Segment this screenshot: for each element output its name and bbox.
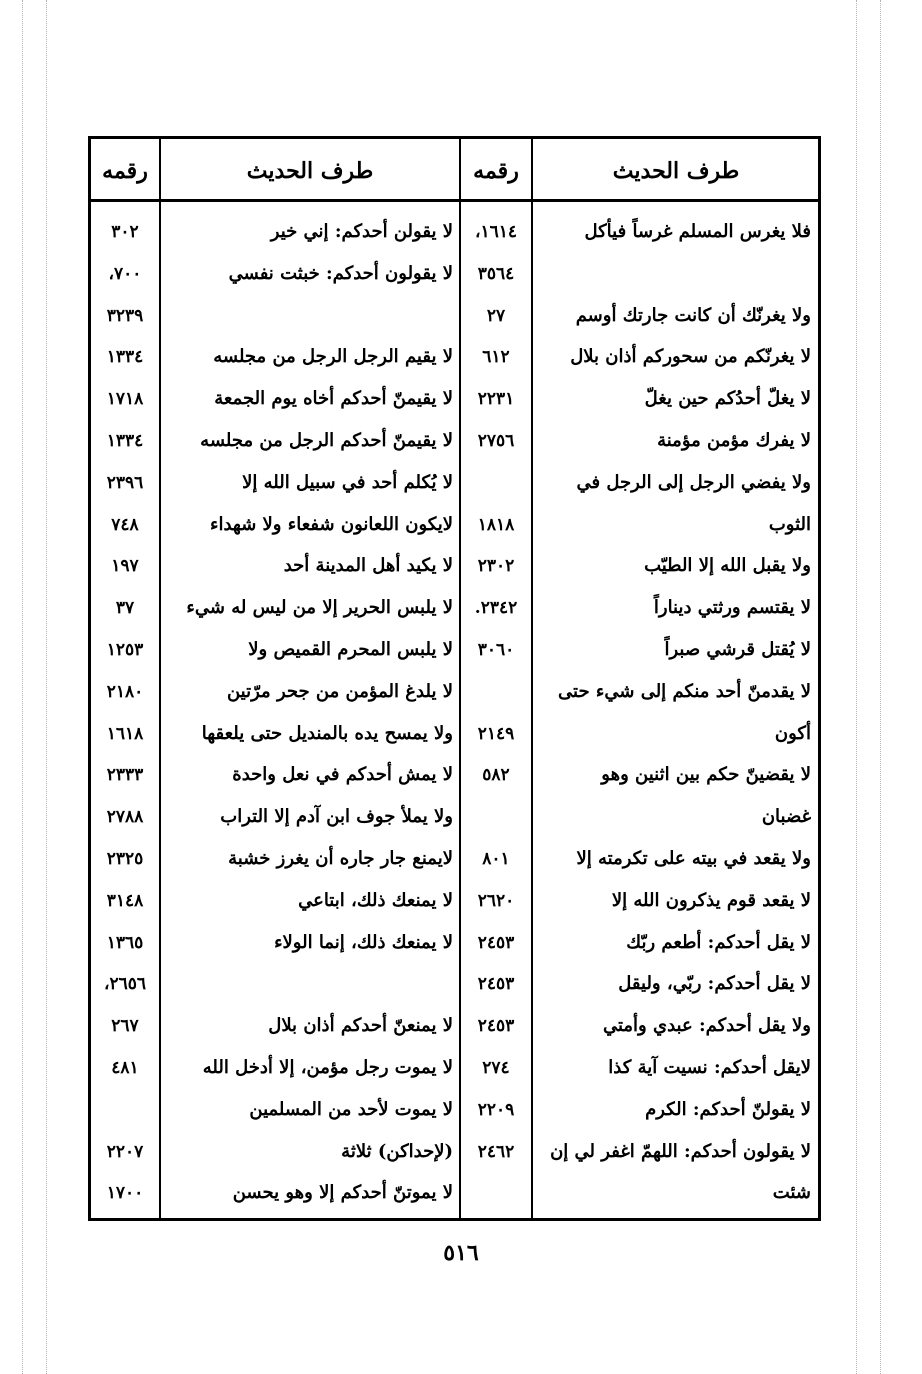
hadith-entry-number: ١٧٠٠ (106, 1183, 144, 1204)
hadith-entry-number: ٢٤٦٢ (477, 1141, 515, 1162)
hadith-entry-text: لا يقولنّ أحدكم: الكرم (645, 1098, 811, 1120)
column-divider (531, 139, 533, 1218)
hadith-entry-text: شئت (772, 1182, 811, 1204)
hadith-entry-text: لا يقتسم ورثتي ديناراً (653, 597, 811, 619)
hadith-entry-number (463, 1173, 529, 1213)
hadith-entry-number: ١٣٣٤ (106, 431, 144, 451)
hadith-entry-number: ٢٢٣١ (477, 389, 515, 410)
hadith-entry-number: ١٦١٤، (474, 222, 518, 242)
hadith-entry-text: لا يلبس الحرير إلا من ليس له شيء (186, 597, 453, 619)
hadith-entry-number: ٢١٨٠ (106, 681, 144, 702)
hadith-entry-text: لا يقولون أحدكم: خبثت نفسي (228, 262, 453, 284)
hadith-entry-text: لا يقولن أحدكم: إني خير (270, 221, 453, 242)
header-right-text: طرف الحديث (612, 158, 740, 184)
hadith-entry-text: الثوب (768, 513, 811, 535)
hadith-entry-text: لايكون اللعانون شفعاء ولا شهداء (209, 513, 453, 535)
hadith-entry-text: لا يلدغ المؤمن من جحر مرّتين (226, 680, 453, 702)
hadith-entry-number: ٥٨٢ (482, 765, 510, 786)
hadith-entry-number: ٢٣٣٣ (106, 765, 144, 786)
hadith-entry-text: لايقل أحدكم: نسيت آية كذا (608, 1057, 811, 1078)
hadith-index-table (88, 136, 821, 1221)
margin-dots (856, 0, 857, 1374)
hadith-entry-text: فلا يغرس المسلم غرساً فيأكل (584, 221, 811, 242)
hadith-entry-text: ولا يقبل الله إلا الطيّب (644, 555, 811, 577)
page-number: ٥١٦ (443, 1240, 479, 1266)
hadith-entry-text: لا يُكلم أحد في سبيل الله إلا (242, 471, 453, 493)
hadith-entry-text: لا يقيم الرجل الرجل من مجلسه (213, 346, 453, 368)
hadith-entry-number: ٢٢٠٩ (477, 1099, 515, 1120)
header-left-num: رقمه (102, 158, 148, 184)
hadith-entry-number: ٣٥٦٤ (477, 263, 515, 284)
hadith-entry-text: لايمنع جار جاره أن يغرز خشبة (228, 848, 453, 869)
hadith-entry-number: ١٧١٨ (106, 389, 144, 410)
hadith-entry-text: لا يقدمنّ أحد منكم إلى شيء حتى (558, 680, 811, 702)
margin-dots (22, 0, 23, 1374)
hadith-entry-number: ٣٧ (115, 598, 135, 619)
hadith-entry-number (463, 463, 529, 503)
header-right-num: رقمه (473, 158, 519, 184)
hadith-entry-text (167, 964, 453, 1004)
hadith-entry-number: ٢٢٠٧ (106, 1141, 144, 1162)
hadith-entry-text: لا يمنعك ذلك، ابتاعي (298, 889, 453, 911)
hadith-entry-number: ٢٤٥٣ (477, 974, 515, 995)
hadith-entry-number: ١٨١٨ (477, 514, 515, 535)
hadith-entry-text: لا يفرك مؤمن مؤمنة (657, 430, 811, 451)
margin-dots (46, 0, 47, 1374)
hadith-entry-text: لا يلبس المحرم القميص ولا (248, 639, 453, 660)
header-left-text: طرف الحديث (246, 158, 374, 184)
hadith-entry-text: لا يقل أحدكم: ربّي، وليقل (618, 973, 811, 995)
margin-dots (880, 0, 881, 1374)
hadith-entry-text: لا يقل أحدكم: أطعم ربّك (626, 931, 811, 953)
hadith-entry-number: ٢٦٧ (111, 1016, 139, 1037)
hadith-entry-number: ١٣٦٥ (106, 932, 144, 953)
hadith-entry-number: ٨٠١ (482, 849, 510, 869)
hadith-entry-number: ٦١٢ (482, 347, 510, 368)
hadith-entry-number: ٣٠٢ (111, 222, 139, 242)
hadith-entry-text: لا يُقتل قرشي صبراً (664, 639, 811, 660)
hadith-entry-text: لا يغرنّكم من سحوركم أذان بلال (570, 346, 811, 368)
hadith-entry-text: لا يقيمنّ أحدكم أخاه يوم الجمعة (214, 388, 453, 410)
hadith-entry-number: ٢١٤٩ (477, 723, 515, 744)
hadith-entry-text: لا يقولون أحدكم: اللهمّ اغفر لي إن (550, 1140, 811, 1162)
hadith-entry-number: ١٣٣٤ (106, 347, 144, 368)
hadith-entry-number: ٢٦٥٦، (103, 974, 147, 995)
hadith-entry-text (167, 296, 453, 336)
hadith-entry-text: لا يموتنّ أحدكم إلا وهو يحسن (232, 1182, 453, 1204)
hadith-entry-text: لا يكيد أهل المدينة أحد (283, 555, 453, 577)
hadith-entry-number: ٤٨١ (111, 1058, 139, 1078)
hadith-entry-number: ٣٢٣٩ (106, 305, 144, 326)
hadith-entry-text: أكون (774, 722, 811, 744)
hadith-entry-text: غضبان (761, 806, 811, 828)
hadith-entry-text: لا يقيمنّ أحدكم الرجل من مجلسه (200, 430, 453, 451)
hadith-entry-number: ٣٠٦٠ (477, 640, 515, 660)
hadith-entry-text: لا يموت رجل مؤمن، إلا أدخل الله (202, 1057, 453, 1078)
hadith-entry-text: ولا يقل أحدكم: عبدي وأمتي (602, 1015, 811, 1037)
hadith-entry-number: ٢٧٨٨ (106, 807, 144, 828)
hadith-entry-number (93, 1090, 157, 1130)
hadith-entry-text: لا يمش أحدكم في نعل واحدة (232, 764, 453, 786)
hadith-entry-number: ٢٤٥٣ (477, 932, 515, 953)
hadith-entry-text: ولا يفضي الرجل إلى الرجل في (576, 471, 811, 493)
hadith-entry-number: ٢٣٤٢. (474, 598, 518, 619)
hadith-entry-text: ولا يقعد في بيته على تكرمته إلا (576, 848, 811, 869)
hadith-entry-number: ٢٧ (486, 305, 506, 326)
hadith-entry-number: ٧٤٨ (111, 514, 139, 535)
hadith-entry-text: لا يقضينّ حكم بين اثنين وهو (601, 764, 811, 786)
hadith-entry-number: ٢٣٢٥ (106, 849, 144, 869)
hadith-entry-text: ولا يملأ جوف ابن آدم إلا التراب (220, 806, 453, 828)
hadith-entry-number: ٢٧٥٦ (477, 431, 515, 451)
hadith-entry-number: ١٩٧ (111, 556, 139, 577)
hadith-entry-text: لا يمنعنّ أحدكم أذان بلال (268, 1015, 453, 1037)
hadith-entry-number: ١٢٥٣ (106, 640, 144, 660)
hadith-entry-number: ٢٣٩٦ (106, 472, 144, 493)
hadith-entry-text: لا يموت لأحد من المسلمين (249, 1098, 453, 1120)
hadith-entry-number: ٢٤٥٣ (477, 1016, 515, 1037)
hadith-entry-text: لا يمنعك ذلك، إنما الولاء (274, 931, 453, 953)
hadith-entry-number: ٢٣٠٢ (477, 556, 515, 577)
hadith-entry-number (463, 672, 529, 712)
hadith-entry-number: ٣١٤٨ (106, 890, 144, 911)
hadith-entry-text: ولا يغرنّك أن كانت جارتك أوسم (575, 304, 811, 326)
hadith-entry-text: لا يقعد قوم يذكرون الله إلا (611, 889, 811, 911)
hadith-entry-text: (لإحداكن) ثلاثة (341, 1140, 453, 1162)
header-divider (91, 199, 818, 202)
hadith-entry-text: لا يغلّ أحدُكم حين يغلّ (644, 388, 811, 410)
hadith-entry-number: ٢٦٢٠ (477, 890, 515, 911)
hadith-entry-text (539, 254, 811, 294)
hadith-entry-text: ولا يمسح يده بالمنديل حتى يلعقها (201, 722, 453, 744)
hadith-entry-number (463, 797, 529, 837)
column-divider (159, 139, 161, 1218)
hadith-entry-number: ٢٧٤ (482, 1058, 510, 1078)
hadith-entry-number: ١٦١٨ (106, 723, 144, 744)
column-divider (459, 139, 461, 1218)
hadith-entry-number: ٧٠٠، (108, 263, 142, 284)
